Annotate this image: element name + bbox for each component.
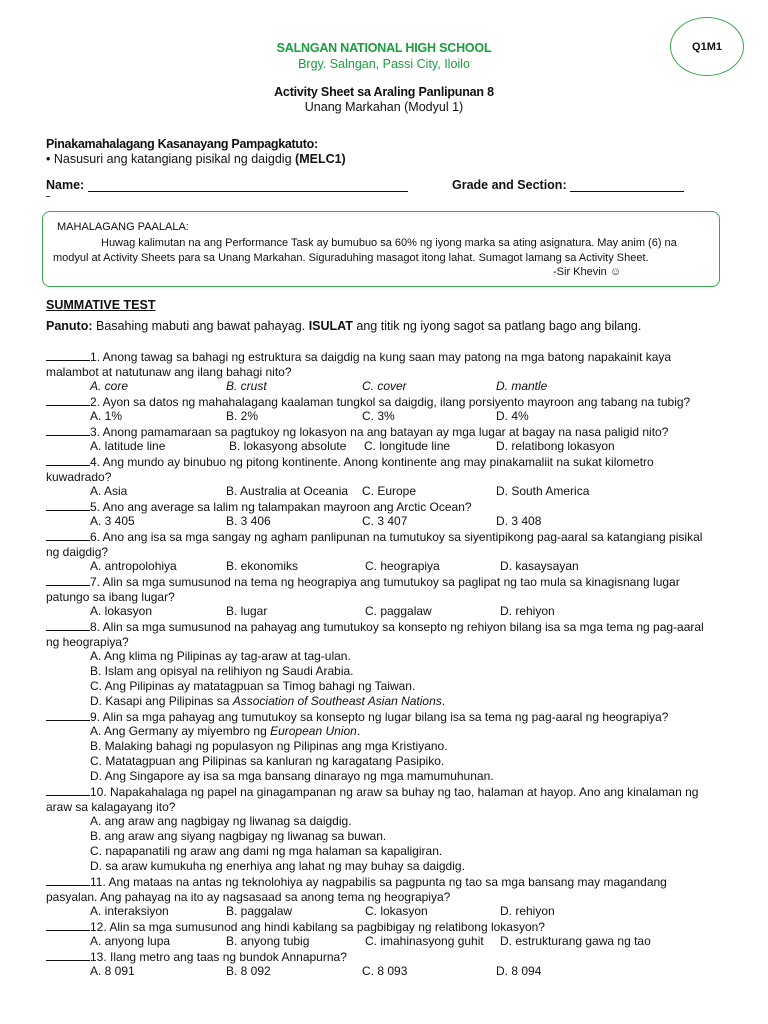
instructions-label: Panuto: <box>46 319 93 333</box>
answer-blank[interactable] <box>46 529 90 541</box>
option-c: C. Europe <box>362 484 417 498</box>
question-text: 6. Ano ang isa sa mga sangay ng agham panlipunan na tumutukoy sa siyentipikong pag-aaral sa katangiang pisikal <box>90 530 703 544</box>
melc-tag: (MELC1) <box>295 152 346 166</box>
name-label: Name: <box>46 178 85 192</box>
reminder-line-2: modyul at Activity Sheets para sa Unang Markahan. Siguraduhing masagot itong lahat. Sumagot lamang sa Activity Sheet. <box>53 252 649 264</box>
question-text: 8. Alin sa mga sumusunod na pahayag ang tumutukoy sa konsepto ng rehiyon bilang isa sa mga tema ng pag-aaral <box>90 620 704 634</box>
option-d: D. 3 408 <box>496 514 542 528</box>
option-d: D. Ang Singapore ay isa sa mga bansang dinarayo ng mga mamumuhunan. <box>90 769 494 783</box>
option-d: D. mantle <box>496 379 548 393</box>
instructions-emphasis: ISULAT <box>308 319 353 333</box>
option-a: A. Asia <box>90 484 128 498</box>
option-d: D. 4% <box>496 409 529 423</box>
option-c: C. 3 407 <box>362 514 408 528</box>
question-6 <box>46 529 726 560</box>
answer-blank[interactable] <box>46 574 90 586</box>
reminder-line-1: Huwag kalimutan na ang Performance Task ay bumubuo sa 60% ng iyong marka sa ating asignatura. May anim (6) na <box>101 237 677 249</box>
grade-section-field[interactable] <box>452 178 684 192</box>
option-b: B. ang araw ang siyang nagbigay ng liwanag sa buwan. <box>90 829 387 843</box>
question-5 <box>46 499 726 515</box>
option-c: C. imahinasyong guhit <box>365 934 484 948</box>
option-b: B. Islam ang opisyal na relihiyon ng Saudi Arabia. <box>90 664 354 678</box>
option-a: A. 3 405 <box>90 514 135 528</box>
bullet-icon: • <box>46 152 51 166</box>
question-text: 11. Ang mataas na antas ng teknolohiya ay nagpabilis sa pagpunta ng tao sa mga bansang may magandang <box>90 875 667 889</box>
question-text-cont: ng heograpiya? <box>46 635 129 649</box>
question-12 <box>46 919 726 935</box>
option-d: D. Kasapi ang Pilipinas sa Association of Southeast Asian Nations. <box>90 694 446 708</box>
option-c: C. 8 093 <box>362 964 408 978</box>
sheet-title: Activity Sheet sa Araling Panlipunan 8 <box>274 85 494 99</box>
school-name: SALNGAN NATIONAL HIGH SCHOOL <box>276 41 492 55</box>
summative-test-title: SUMMATIVE TEST <box>46 298 156 312</box>
question-text: 3. Anong pamamaraan sa pagtukoy ng lokasyon na ang batayan ay mga lugar at bagay na nasa paligid nito? <box>90 425 669 439</box>
question-text: 4. Ang mundo ay binubuo ng pitong kontinente. Anong kontinente ang may pinakamaliit na sukat kilometro <box>90 455 654 469</box>
question-text-cont: kuwadrado? <box>46 470 112 484</box>
option-a: A. 1% <box>90 409 123 423</box>
option-a: A. Ang Germany ay miyembro ng European Union. <box>90 724 361 738</box>
instructions <box>46 319 641 333</box>
answer-blank[interactable] <box>46 499 90 511</box>
option-d: D. estrukturang gawa ng tao <box>500 934 651 948</box>
sheet-subtitle: Unang Markahan (Modyul 1) <box>304 100 464 114</box>
option-a: A. 8 091 <box>90 964 135 978</box>
divider <box>46 196 50 197</box>
question-text: 7. Alin sa mga sumusunod na tema ng heograpiya ang tumutukoy sa paglipat ng tao mula sa kinagisnang lugar <box>90 575 680 589</box>
answer-blank[interactable] <box>46 784 90 796</box>
question-3 <box>46 424 726 440</box>
option-d: D. relatibong lokasyon <box>496 439 615 453</box>
option-d: D. sa araw kumukuha ng enerhiya ang lahat ng may buhay sa daigdig. <box>90 859 465 873</box>
reminder-signature: -Sir Khevin ☺ <box>553 266 622 278</box>
grade-section-blank[interactable] <box>570 179 684 192</box>
question-7 <box>46 574 726 605</box>
option-c: C. napapanatili ng araw ang dami ng mga halaman sa kapaligiran. <box>90 844 443 858</box>
option-b: B. paggalaw <box>226 904 293 918</box>
question-text: 9. Alin sa mga pahayag ang tumutukoy sa konsepto ng lugar bilang isa sa tema ng pag-aaral ng heograpiya? <box>90 710 669 724</box>
name-blank[interactable] <box>88 179 408 192</box>
option-d: D. rehiyon <box>500 904 555 918</box>
answer-blank[interactable] <box>46 349 90 361</box>
melc-text: Nasusuri ang katangiang pisikal ng daigdig <box>53 152 292 166</box>
option-b: B. lokasyong absolute <box>229 439 347 453</box>
option-a: A. latitude line <box>90 439 166 453</box>
answer-blank[interactable] <box>46 919 90 931</box>
module-code: Q1M1 <box>692 40 722 53</box>
answer-blank[interactable] <box>46 394 90 406</box>
reminder-body <box>53 236 709 266</box>
question-13 <box>46 949 726 965</box>
reminder-heading: MAHALAGANG PAALALA: <box>57 221 189 233</box>
instructions-text-a: Basahing mabuti ang bawat pahayag. <box>96 319 306 333</box>
option-c: C. heograpiya <box>365 559 440 573</box>
option-b: B. ekonomiks <box>226 559 299 573</box>
question-text-cont: ng daigdig? <box>46 545 109 559</box>
name-field[interactable] <box>46 178 408 192</box>
option-a: A. antropolohiya <box>90 559 177 573</box>
answer-blank[interactable] <box>46 619 90 631</box>
answer-blank[interactable] <box>46 454 90 466</box>
option-d: D. South America <box>496 484 590 498</box>
question-text: 1. Anong tawag sa bahagi ng estruktura sa daigdig na kung saan may patong na mga batong napakainit kaya <box>90 350 672 364</box>
instructions-text-b: ang titik ng iyong sagot sa patlang bago ang bilang. <box>356 319 642 333</box>
question-10 <box>46 784 726 815</box>
grade-section-label: Grade and Section: <box>452 178 567 192</box>
option-b: B. crust <box>226 379 267 393</box>
option-c: C. cover <box>362 379 407 393</box>
question-text-cont: patungo sa ibang lugar? <box>46 590 175 604</box>
option-c: C. Matatagpuan ang Pilipinas sa kanluran ng karagatang Pasipiko. <box>90 754 445 768</box>
option-b: B. anyong tubig <box>226 934 310 948</box>
option-a: A. Ang klima ng Pilipinas ay tag-araw at tag-ulan. <box>90 649 351 663</box>
option-a: A. lokasyon <box>90 604 153 618</box>
question-text-cont: pasyalan. Ang pahayag na ito ay nagsasaad sa anong tema ng heograpiya? <box>46 890 451 904</box>
question-8 <box>46 619 726 650</box>
question-2 <box>46 394 726 410</box>
answer-blank[interactable] <box>46 424 90 436</box>
question-text: 12. Alin sa mga sumusunod ang hindi kabilang sa pagbibigay ng relatibong lokasyon? <box>90 920 545 934</box>
answer-blank[interactable] <box>46 874 90 886</box>
question-1 <box>46 349 726 380</box>
option-c: C. lokasyon <box>365 904 428 918</box>
question-4 <box>46 454 726 485</box>
option-b: B. 8 092 <box>226 964 271 978</box>
module-code-badge <box>670 17 744 76</box>
question-text: 5. Ano ang average sa lalim ng talampakan mayroon ang Arctic Ocean? <box>90 500 472 514</box>
option-d: D. kasaysayan <box>500 559 579 573</box>
option-c: C. longitude line <box>364 439 451 453</box>
question-text: 13. Ilang metro ang taas ng bundok Annapurna? <box>90 950 347 964</box>
question-9 <box>46 709 726 725</box>
option-a: A. interaksiyon <box>90 904 169 918</box>
option-c: C. Ang Pilipinas ay matatagpuan sa Timog bahagi ng Taiwan. <box>90 679 416 693</box>
option-b: B. Australia at Oceania <box>226 484 349 498</box>
question-text: 2. Ayon sa datos ng mahahalagang kaalaman tungkol sa daigdig, ilang porsiyento mayroon ang tabang na tubig? <box>90 395 691 409</box>
question-11 <box>46 874 726 905</box>
option-c: C. 3% <box>362 409 395 423</box>
option-b: B. Malaking bahagi ng populasyon ng Pilipinas ang mga Kristiyano. <box>90 739 448 753</box>
option-b: B. 3 406 <box>226 514 271 528</box>
reminder-box <box>42 211 720 287</box>
question-text: 10. Napakahalaga ng papel na ginagampanan ng araw sa buhay ng tao, halaman at hayop. Ano ang kinalaman ng <box>90 785 699 799</box>
melc-heading: Pinakamahalagang Kasanayang Pampagkatuto: <box>46 137 318 151</box>
option-c: C. paggalaw <box>365 604 432 618</box>
question-text-cont: malambot at natutunaw ang ilang bahagi nito? <box>46 365 292 379</box>
option-d: D. 8 094 <box>496 964 542 978</box>
option-a: A. anyong lupa <box>90 934 171 948</box>
question-text-cont: araw sa kalagayang ito? <box>46 800 176 814</box>
melc-item <box>46 152 346 166</box>
option-b: B. lugar <box>226 604 268 618</box>
option-d: D. rehiyon <box>500 604 555 618</box>
option-b: B. 2% <box>226 409 259 423</box>
answer-blank[interactable] <box>46 709 90 721</box>
answer-blank[interactable] <box>46 949 90 961</box>
option-a: A. ang araw ang nagbigay ng liwanag sa daigdig. <box>90 814 352 828</box>
school-address: Brgy. Salngan, Passi City, Iloilo <box>298 57 470 71</box>
option-a: A. core <box>90 379 129 393</box>
